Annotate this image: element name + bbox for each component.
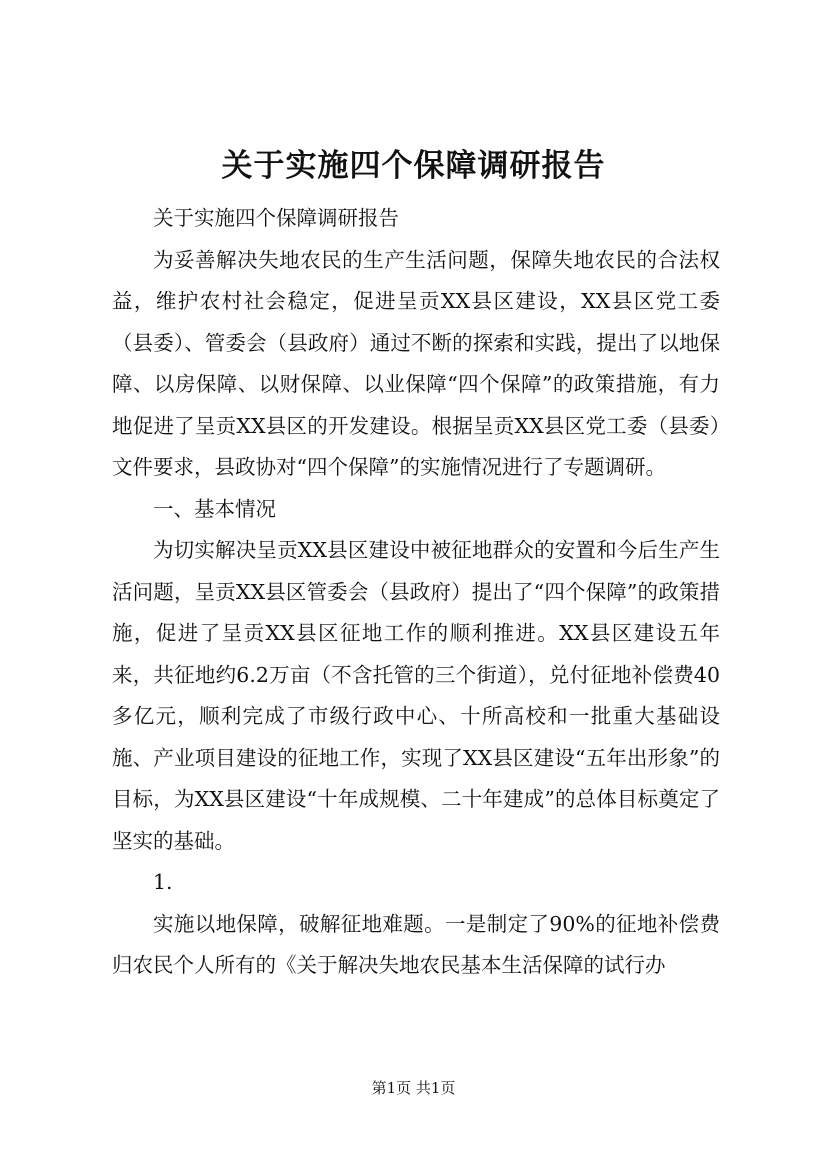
paragraph-intro: 为妥善解决失地农民的生产生活问题，保障失地农民的合法权益，维护农村社会稳定，促进呈贡XX县区建设，XX县区党工委（县委）、管委会（县政府）通过不断的探索和实践，提出了以地保障、以房保障、以财保障、以业保障“四个保障”的政策措施，有力地促进了呈贡XX县区的开发建设。根据呈贡XX县区党工委（县委）文件要求，县政协对“四个保障”的实施情况进行了专题调研。 bbox=[112, 247, 720, 479]
paragraph-land-guarantee: 实施以地保障，破解征地难题。一是制定了90%的征地补偿费归农民个人所有的《关于解决失地农民基本生活保障的试行办 bbox=[112, 911, 720, 977]
list-number-1: 1. bbox=[153, 870, 173, 894]
section-heading-basic-situation: 一、基本情况 bbox=[153, 496, 276, 521]
document-body bbox=[112, 198, 720, 987]
page-footer: 第1页 共1页 bbox=[371, 1079, 456, 1097]
paragraph-subtitle: 关于实施四个保障调研报告 bbox=[153, 206, 399, 230]
paragraph-basic-situation: 为切实解决呈贡XX县区建设中被征地群众的安置和今后生产生活问题，呈贡XX县区管委会（县政府）提出了“四个保障”的政策措施，促进了呈贡XX县区征地工作的顺利推进。XX县区建设五年来，共征地约6.2万亩（不含托管的三个街道），兑付征地补偿费40多亿元，顺利完成了市级行政中心、十所高校和一批重大基础设施、产业项目建设的征地工作，实现了XX县区建设“五年出形象”的目标，为XX县区建设“十年成规模、二十年建成”的总体目标奠定了坚实的基础。 bbox=[112, 538, 720, 853]
document-title: 关于实施四个保障调研报告 bbox=[221, 148, 606, 184]
